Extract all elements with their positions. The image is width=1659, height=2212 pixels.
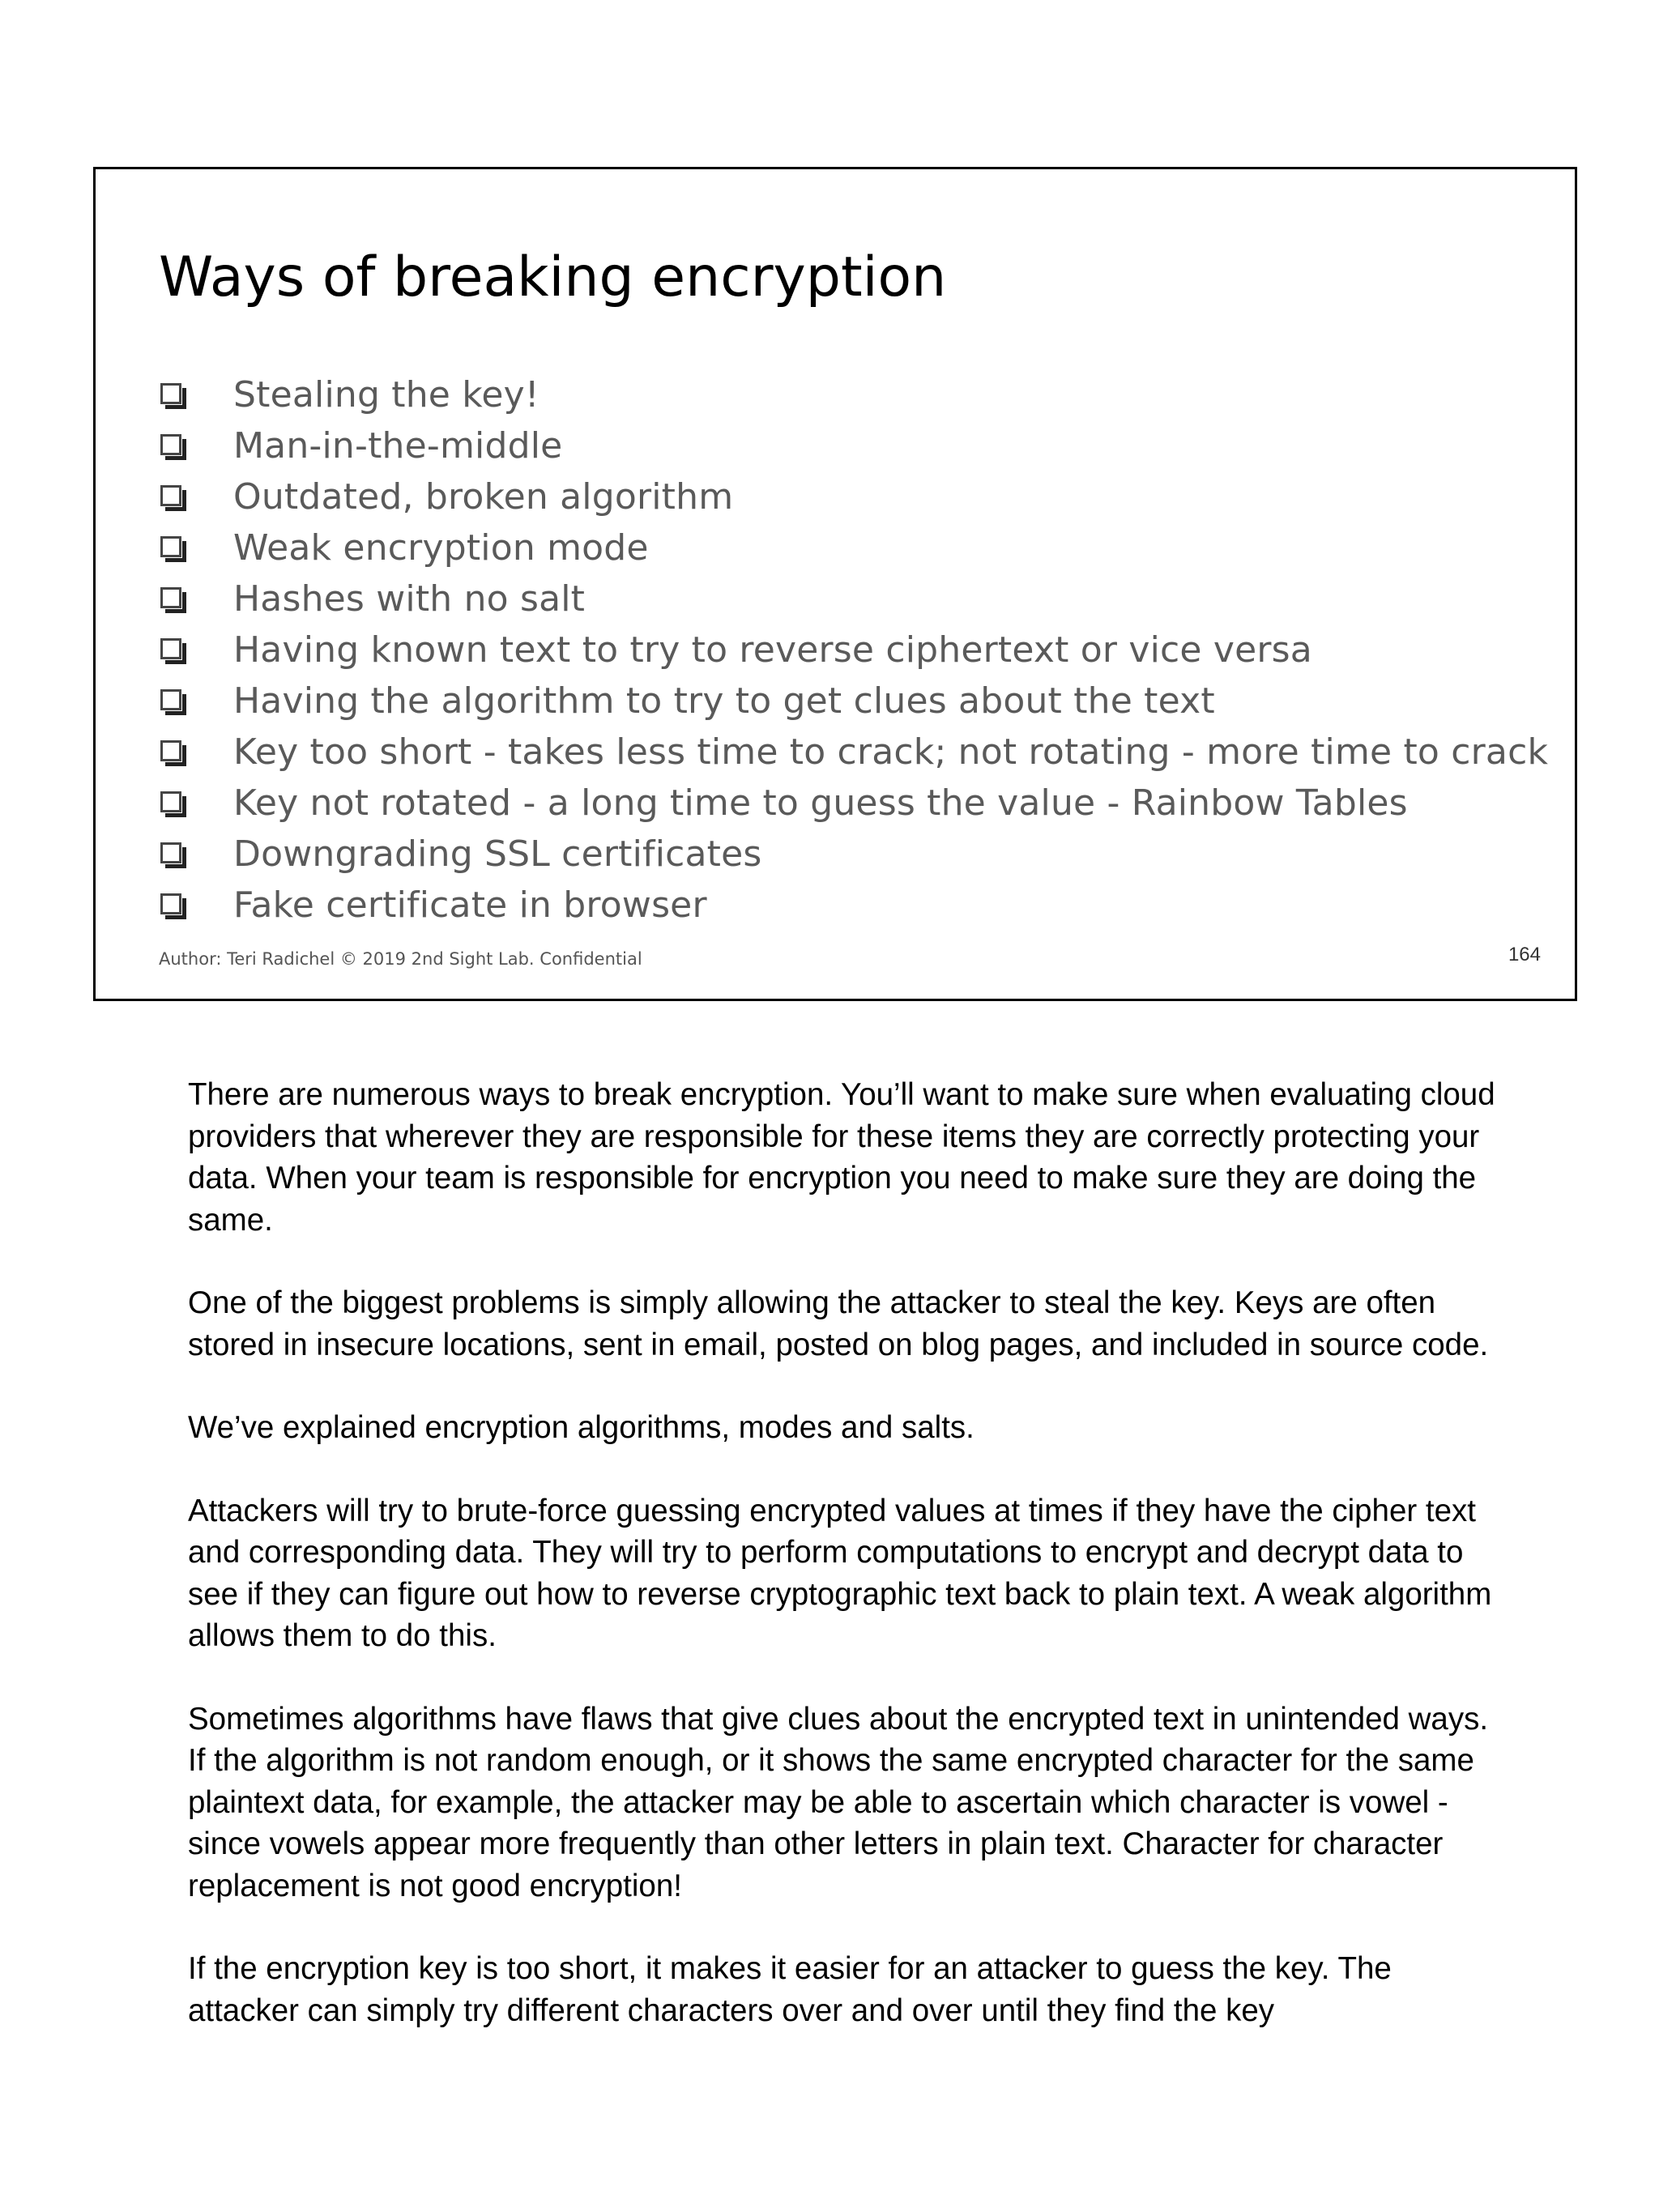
speaker-notes [188, 1074, 1500, 2073]
slide-page-number: 164 [1508, 944, 1541, 965]
bullet-item [159, 369, 1548, 420]
bullet-text: Having known text to try to reverse ciphertext or vice versa [233, 629, 1312, 671]
checkbox-icon [159, 788, 190, 819]
bullet-item [159, 522, 1548, 573]
slide-frame [93, 167, 1577, 1001]
note-paragraph: Sometimes algorithms have flaws that give clues about the encrypted text in unintended ways. If the algorithm is not random enough, or it shows the same encrypted character for the same plaintext data, for example, the attacker may be able to ascertain which character is vowel - since vowels appear more frequently than other letters in plain text. Character for character replacement is not good encryption! [188, 1701, 1489, 1903]
bullet-text: Key not rotated - a long time to guess the value - Rainbow Tables [233, 782, 1408, 824]
note-paragraph: There are numerous ways to break encryption. You’ll want to make sure when evaluating cloud providers that wherever they are responsible for these items they are correctly protecting your data. When your team is responsible for encryption you need to make sure they are doing the same. [188, 1077, 1495, 1238]
checkbox-icon [159, 584, 190, 615]
note-paragraph: We’ve explained encryption algorithms, modes and salts. [188, 1410, 975, 1445]
bullet-item [159, 573, 1548, 624]
bullet-item [159, 829, 1548, 880]
checkbox-icon [159, 839, 190, 870]
checkbox-icon [159, 686, 190, 717]
checkbox-icon [159, 380, 190, 411]
bullet-text: Key too short - takes less time to crack; not rotating - more time to crack [233, 731, 1549, 773]
bullet-item [159, 624, 1548, 676]
bullet-item [159, 778, 1548, 829]
checkbox-icon [159, 431, 190, 462]
checkbox-icon [159, 890, 190, 921]
bullet-text: Outdated, broken algorithm [233, 476, 734, 518]
bullet-item [159, 880, 1548, 931]
bullet-text: Weak encryption mode [233, 527, 649, 569]
bullet-item [159, 471, 1548, 522]
bullet-item [159, 727, 1548, 778]
note-paragraph: If the encryption key is too short, it makes it easier for an attacker to guess the key. The attacker can simply try different characters over and over until they find the key [188, 1951, 1392, 2028]
note-paragraph: One of the biggest problems is simply allowing the attacker to steal the key. Keys are often stored in insecure locations, sent in email, posted on blog pages, and included in source code. [188, 1285, 1489, 1362]
bullet-text: Man-in-the-middle [233, 425, 563, 467]
bullet-item [159, 676, 1548, 727]
checkbox-icon [159, 533, 190, 564]
bullet-text: Fake certificate in browser [233, 884, 707, 926]
bullet-text: Downgrading SSL certificates [233, 833, 762, 875]
slide-title: Ways of breaking encryption [159, 245, 947, 309]
bullet-list [159, 369, 1548, 931]
note-paragraph: Attackers will try to brute-force guessing encrypted values at times if they have the cipher text and corresponding data. They will try to perform computations to encrypt and decrypt data to see if they can figure out how to reverse cryptographic text back to plain text. A weak algorithm allows them to do this. [188, 1493, 1492, 1653]
bullet-text: Having the algorithm to try to get clues about the text [233, 680, 1215, 722]
checkbox-icon [159, 737, 190, 768]
bullet-text: Hashes with no salt [233, 578, 586, 620]
bullet-text: Stealing the key! [233, 374, 539, 416]
bullet-item [159, 420, 1548, 471]
checkbox-icon [159, 482, 190, 513]
checkbox-icon [159, 635, 190, 666]
slide-footer: Author: Teri Radichel © 2019 2nd Sight Lab. Confidential [159, 949, 642, 969]
